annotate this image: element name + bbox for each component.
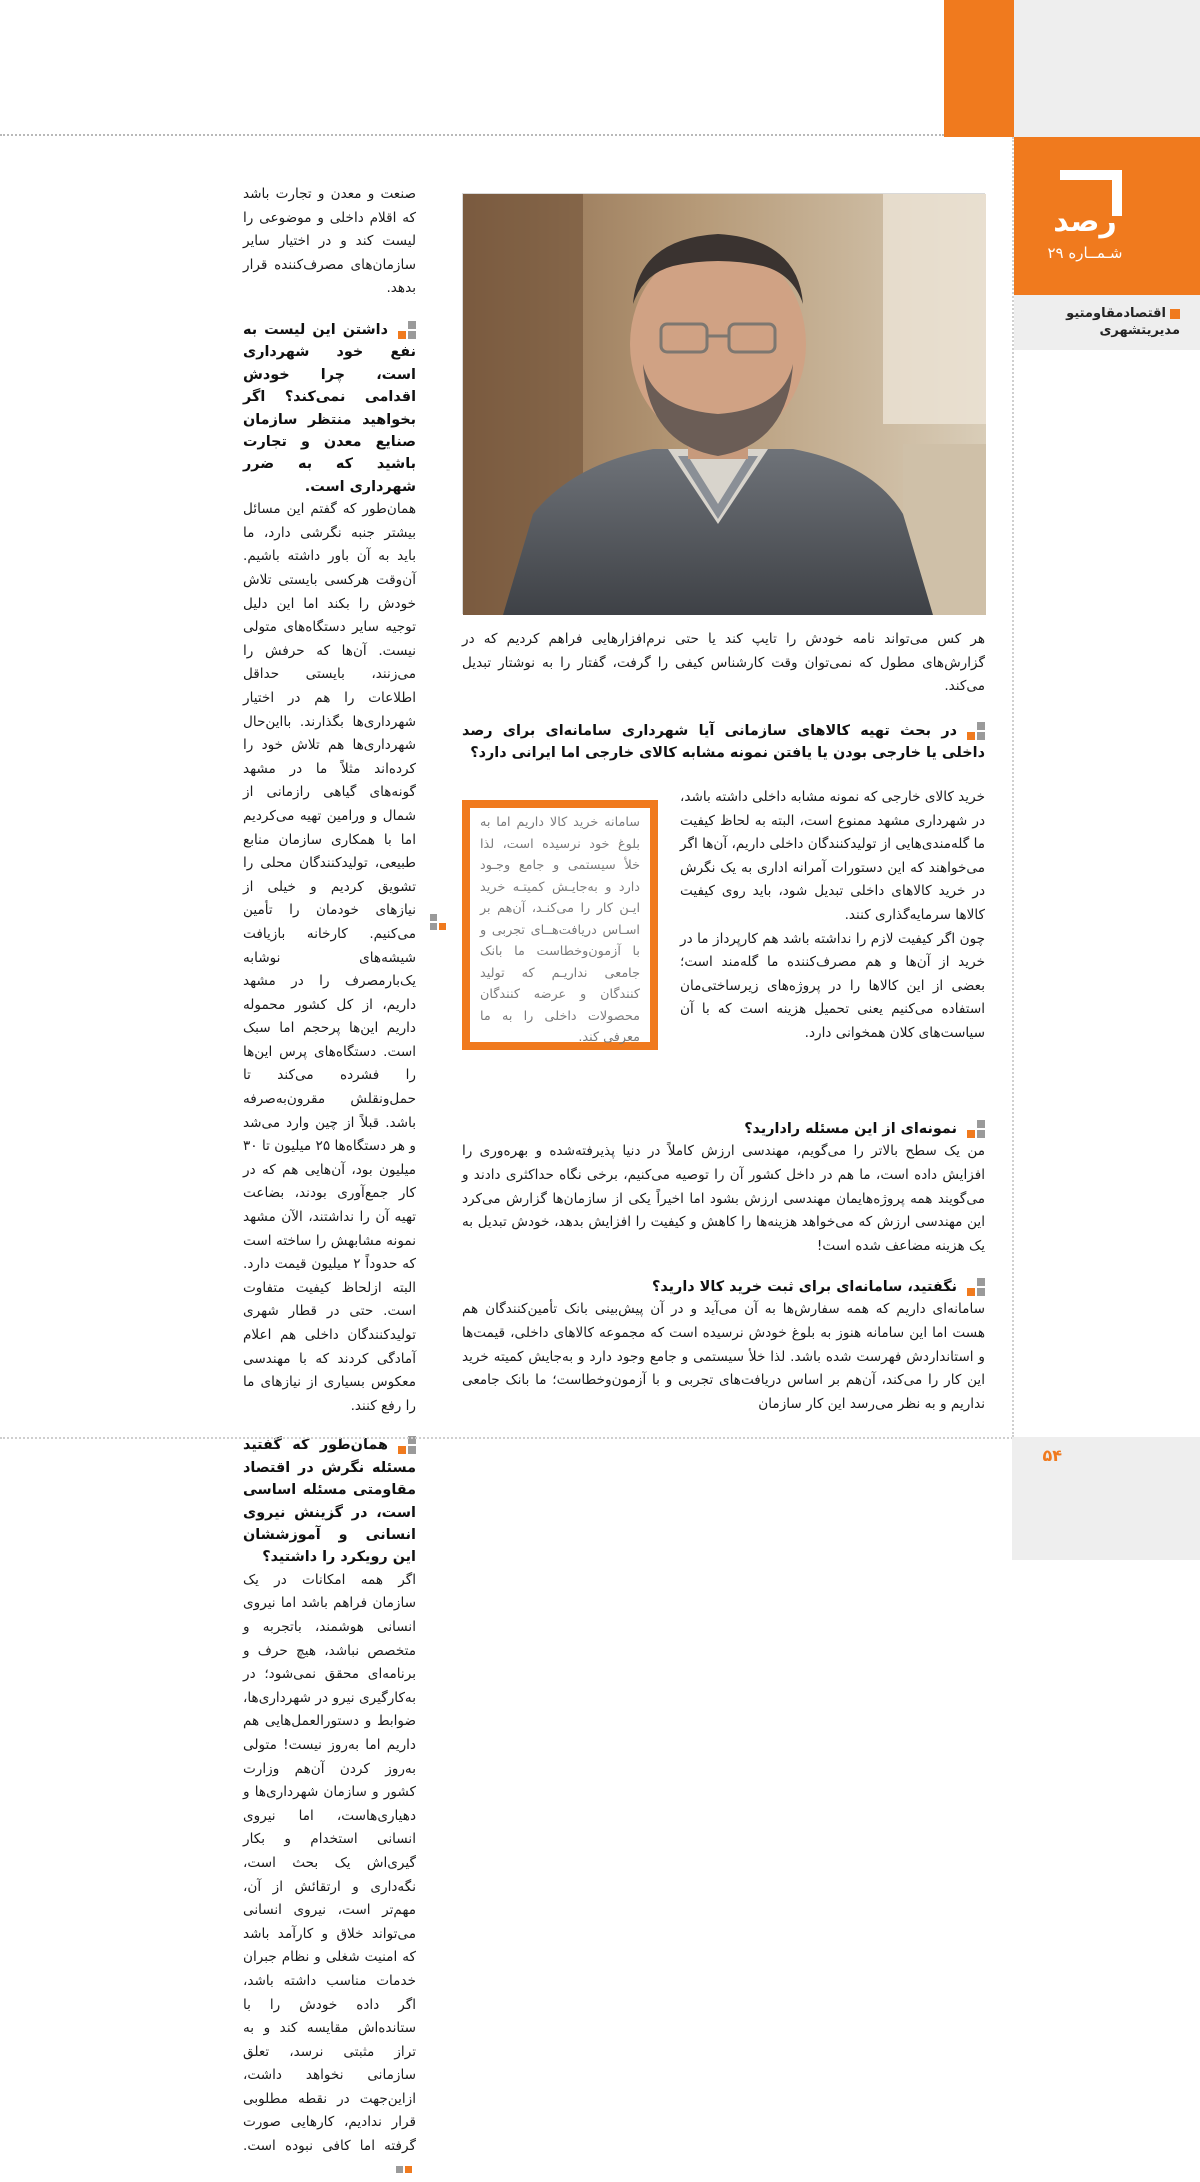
pull-quote-border-right [650, 800, 658, 1050]
question-1-text: داشتن این لیست به نفع خود شهرداری است، چرا خودش اقدامی نمی‌کند؟ اگر بخواهید منتظر سازمان صنایع معدن و تجارت باشید که به ضرر شهرداری است. [243, 321, 416, 495]
left-intro: صنعت و معدن و تجارت باشد که اقلام داخلی و موضوعی را لیست کند و در اختیار سایر سازمان‌های مصرف‌کننده قرار بدهد. [243, 186, 416, 297]
answer-3b: چون اگر کیفیت لازم را نداشته باشد هم کارپرداز ما در خرید از آن‌ها و هم مصرف‌کننده ما گله‌مند است؛ بعضی از این کالاها را در پروژه‌های زیرساختی‌مان استفاده می‌کنیم یعنی تحمیل هزینه است که با آن سیاست‌های کلان همخوانی دارد. [680, 930, 985, 1041]
question-marker-icon [963, 1278, 985, 1296]
question-marker-icon [963, 1120, 985, 1138]
question-5-block [462, 1276, 985, 1416]
magazine-logo: رصد [1053, 204, 1117, 239]
header-divider [0, 134, 944, 136]
header-accent-bar [944, 0, 1014, 137]
answer-4: من یک سطح بالاتر را می‌گویم، مهندسی ارزش کاملاً در دنیا پذیرفته‌شده و بهره‌وری را افزایش داده است، ما هم در داخل کشور آن را توصیه می‌کنیم، برخی نگاه حداکثری دادند و می‌گویند همه پروژه‌هایمان مهندسی ارزش بشود اما اخیراً یکی از سازمان‌ها گزارش می‌کرد این مهندسی ارزش که می‌خواهد هزینه‌ها را کاهش و کیفیت را افزایش بدهد، خودش تبدیل به یک هزینه مضاعف شده است! [462, 1143, 985, 1254]
pull-quote-marker-icon [430, 914, 446, 930]
issue-label: شـمــاره ۲۹ [1047, 244, 1123, 262]
answer-1: همان‌طور که گفتم این مسائل بیشتر جنبه نگرشی دارد، ما باید به آن باور داشته باشیم. آن‌وقت هرکسی بایستی تلاش خودش را بکند اما این دلیل توجیه سایر دستگاه‌های متولی نیست. آن‌ها که حرفش را می‌زنند، بایستی حداقل اطلاعات را هم در اختیار شهرداری‌ها بگذارند. بااین‌حال شهرداری‌ها هم تلاش خود را کرده‌اند مثلاً ما در مشهد گونه‌های گیاهی رازمانی از شمال و ورامین تهیه می‌کردیم اما با همکاری سازمان منابع طبیعی، تولیدکنندگان محلی را تشویق کردیم و خیلی از نیازهای خودمان را تأمین می‌کنیم. کارخانه بازیافت شیشه‌های نوشابه یک‌بارمصرف را در مشهد داریم، از کل کشور محموله داریم این‌ها پرحجم اما سبک است. دستگاه‌های پرس این‌ها را فشرده می‌کند تا حمل‌ونقلش مقرون‌به‌صرفه باشد. قبلاً از چین وارد می‌شد و هر دستگاه‌ها ۲۵ میلیون تا ۳۰ میلیون بود، آن‌هایی هم که در کار جمع‌آوری بودند، بضاعت تهیه آن را نداشتند، الآن مشهد نمونه مشابهش را ساخته است که حدوداً ۲ میلیون قیمت دارد. البته ازلحاظ کیفیت متفاوت است. حتی در قطار شهری تولیدکنندگان داخلی هم اعلام آمادگی کردند که با مهندسی معکوس بسیاری از نیازهای ما را رفع کنند. [243, 501, 416, 1414]
question-2 [243, 1434, 416, 1568]
question-1 [243, 319, 416, 498]
answer-3: خرید کالای خارجی که نمونه مشابه داخلی داشته باشد، در شهرداری مشهد ممنوع است، البته به لحاظ کیفیت ما گله‌مندی‌هایی از تولیدکنندگان داخلی داریم، آن‌ها اگر می‌خواهند که این دستورات آمرانه اداری به یک نگرش در خرید کالاهای داخلی تبدیل شود، باید روی کیفیت کالاها سرمایه‌گذاری کنند. [680, 789, 985, 923]
column-divider [1012, 137, 1014, 1437]
question-5 [462, 1276, 985, 1298]
page-number: ۵۴ [1042, 1446, 1062, 1465]
end-mark-icon [396, 2166, 412, 2174]
section-tag [1020, 305, 1180, 339]
pull-quote [462, 800, 658, 1050]
question-4-block [462, 1118, 985, 1258]
question-marker-icon [394, 1436, 416, 1454]
answer-5: سامانه‌ای داریم که همه سفارش‌ها به آن می‌آید و در آن پیش‌بینی بانک تأمین‌کنندگان هم هست اما این سامانه هنوز به بلوغ خودش نرسیده است که مجموعه کالاهای داخلی، قیمت‌ها و استانداردش فهرست شده باشد. لذا خلأ سیستمی و جامع وجود دارد و به‌جایش کمیته خرید این کار را می‌کند، آن‌هم بر اساس دریافت‌های تجربی و با آزمون‌وخطاست؛ ما بانک جامعی نداریم و به نظر می‌رسد این کار سازمان [462, 1301, 985, 1412]
pull-quote-border-top [462, 800, 658, 808]
answer-2-text: اگر همه امکانات در یک سازمان فراهم باشد اما نیروی انسانی هوشمند، باتجربه و متخصص نباشد، هیچ حرف و برنامه‌ای محقق نمی‌شود؛ در به‌کارگیری نیرو در شهرداری‌ها، ضوابط و دستورالعمل‌هایی هم داریم اما به‌روز نیست! متولی به‌روز کردن آن‌هم وزارت کشور و سازمان شهرداری‌ها و دهیاری‌هاست، اما نیروی انسانی استخدام و بکار گیری‌اش یک بحث است، نگه‌داری و ارتقائش از آن، مهم‌تر است، نیروی انسانی می‌تواند خلاق و کارآمد باشد که امنیت شغلی و نظام جبران خدمات مناسب داشته باشد، اگر داده خودش را با ستانده‌اش مقایسه کند و به تراز مثبتی نرسد، تعلق سازمانی نخواهد داشت، ازاین‌جهت در نقطه مطلوبی قرار ندادیم، کارهایی صورت گرفته اما کافی نبوده است. [243, 1571, 416, 2155]
bullet-square-icon [1170, 309, 1180, 319]
photo-caption: هر کس می‌تواند نامه خودش را تایپ کند یا حتی نرم‌افزارهایی فراهم کردیم که در گزارش‌های مطول که نمی‌توان وقت کارشناس کیفی را گرفت، گفتار را به نوشتار تبدیل می‌کند. [462, 631, 985, 695]
pull-quote-border-left [462, 800, 470, 1050]
question-3 [462, 720, 985, 765]
left-column [243, 183, 416, 2182]
question-marker-icon [963, 722, 985, 740]
interview-photo [462, 193, 985, 614]
question-marker-icon [394, 321, 416, 339]
question-4 [462, 1118, 985, 1140]
magazine-brand [1040, 160, 1130, 270]
question-2-text: همان‌طور که گفتید مسئله نگرش در اقتصاد مقاومتی مسئله اساسی است، در گزینش نیروی انسانی و آموزششان این رویکرد را داشتید؟ [243, 1437, 416, 1566]
pull-quote-text: سامانه خرید کالا داریم اما به بلوغ خود نرسیده است، لذا خلأ سیستمی و جامع وجـود دارد و به‌جایـش کمیتـه خرید ایـن کار را می‌کنـد، آن‌هم بر اسـاس دریافت‌هــای تجربی و با آزمون‌وخطاست ما بانک جامعی نداریـم که تولید کنندگان و عرضه کنندگان محصولات داخلی را به ما معرفی کند. [480, 815, 640, 1045]
question-3-text: در بحث تهیه کالاهای سازمانی آیا شهرداری سامانه‌ای برای رصد داخلی یا خارجی بودن یا یافتن نمونه مشابه کالای خارجی اما ایرانی دارد؟ [462, 723, 985, 762]
question-4-text: نمونه‌ای از این مسئله رادارید؟ [744, 1121, 957, 1137]
section-tag-label: اقتصادمقاومتیو مدیریتشهری [1066, 306, 1180, 338]
portrait-illustration [463, 194, 986, 615]
answer-2 [243, 1569, 416, 2182]
answer-3-block [680, 786, 985, 1046]
question-5-text: نگفتید، سامانه‌ای برای ثبت خرید کالا دارید؟ [651, 1279, 957, 1295]
